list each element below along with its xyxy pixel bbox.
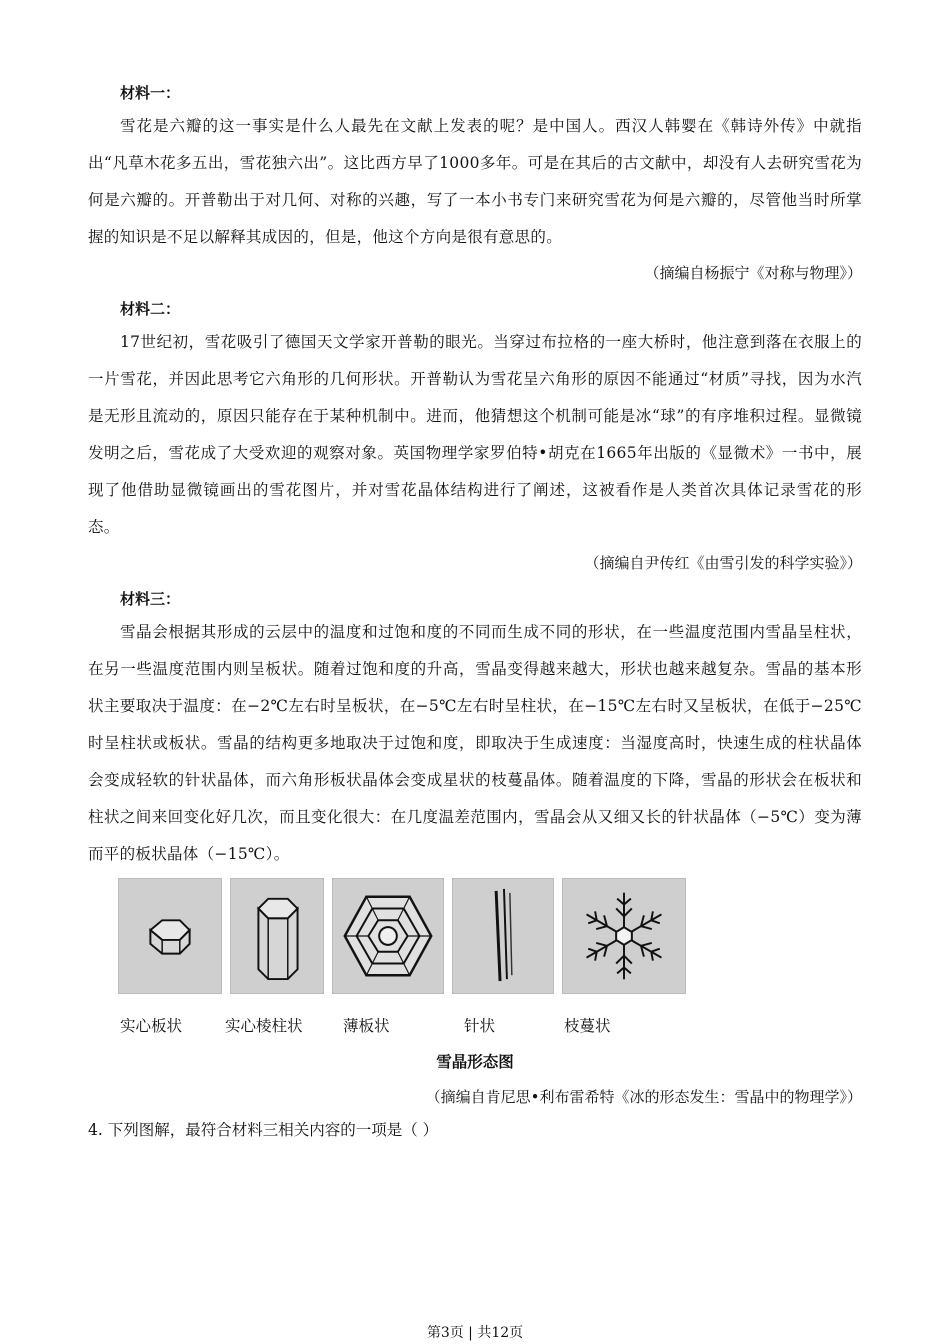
- material3-text: 雪晶会根据其形成的云层中的温度和过饱和度的不同而生成不同的形状，在一些温度范围内雪晶呈柱状，在另一些温度范围内则呈板状。随着过饱和度的升高，雪晶变得越来越大，形状也越来越复杂。雪晶的基本形状主要取决于温度：在−2℃左右时呈板状，在−5℃左右时呈柱状，在−15℃左右时又呈板状，在低于−25℃时呈柱状或板状。雪晶的结构更多地取决于过饱和度，即取决于生成速度：当湿度高时，快速生成的柱状晶体会变成轻软的针状晶体，而六角形板状晶体会变成星状的枝蔓晶体。随着温度的下降，雪晶的形状会在板状和柱状之间来回变化好几次，而且变化很大：在几度温差范围内，雪晶会从又细又长的针状晶体（−5℃）变为薄而平的板状晶体（−15℃）。: [88, 623, 862, 863]
- caption-solid-prism: 实心棱柱状: [225, 1017, 303, 1035]
- material2-text: 17世纪初，雪花吸引了德国天文学家开普勒的眼光。当穿过布拉格的一座大桥时，他注意到落在衣服上的一片雪花，并因此思考它六角形的几何形状。开普勒认为雪花呈六角形的原因不能通过“材质”寻找，因为水汽是无形且流动的，原因只能存在于某种机制中。进而，他猜想这个机制可能是冰“球”的有序堆积过程。显微镜发明之后，雪花成了大受欢迎的观察对象。英国物理学家罗伯特•胡克在1665年出版的《显微术》一书中，展现了他借助显微镜画出的雪花图片，并对雪花晶体结构进行了阐述，这被看作是人类首次具体记录雪花的形态。: [88, 333, 862, 536]
- material2-source: （摘编自尹传红《由雪引发的科学实验》）: [584, 554, 862, 572]
- material1-text: 雪花是六瓣的这一事实是什么人最先在文献上发表的呢？是中国人。西汉人韩婴在《韩诗外传》中就指出“凡草木花多五出，雪花独六出”。这比西方早了1000多年。可是在其后的古文献中，却没有人去研究雪花为何是六瓣的。开普勒出于对几何、对称的兴趣，写了一本小书专门来研究雪花为何是六瓣的，尽管他当时所掌握的知识是不足以解释其成因的，但是，他这个方向是很有意思的。: [88, 117, 862, 246]
- caption-thin-plate: 薄板状: [343, 1017, 390, 1035]
- question-4: 4. 下列图解，最符合材料三相关内容的一项是（ ）: [88, 1121, 439, 1139]
- dendrite-image: [562, 878, 686, 994]
- caption-dendrite: 枝蔓状: [564, 1017, 611, 1035]
- snow-crystal-figures: [118, 878, 698, 998]
- material1-source: （摘编自杨振宁《对称与物理》）: [644, 264, 862, 282]
- material3-source: （摘编自肯尼思•利布雷希特《冰的形态发生：雪晶中的物理学》）: [425, 1088, 862, 1106]
- thin-plate-image: [332, 878, 444, 994]
- solid-plate-image: [118, 878, 222, 994]
- caption-needle: 针状: [464, 1017, 496, 1035]
- page-footer: 第3页 | 共12页: [426, 1325, 524, 1341]
- material1-heading: 材料一：: [120, 84, 181, 102]
- needle-image: [452, 878, 554, 994]
- material3-heading: 材料三：: [120, 590, 181, 608]
- caption-solid-plate: 实心板状: [120, 1017, 183, 1035]
- figure-title: 雪晶形态图: [436, 1052, 514, 1071]
- solid-prism-image: [230, 878, 324, 994]
- material2-heading: 材料二：: [120, 300, 181, 318]
